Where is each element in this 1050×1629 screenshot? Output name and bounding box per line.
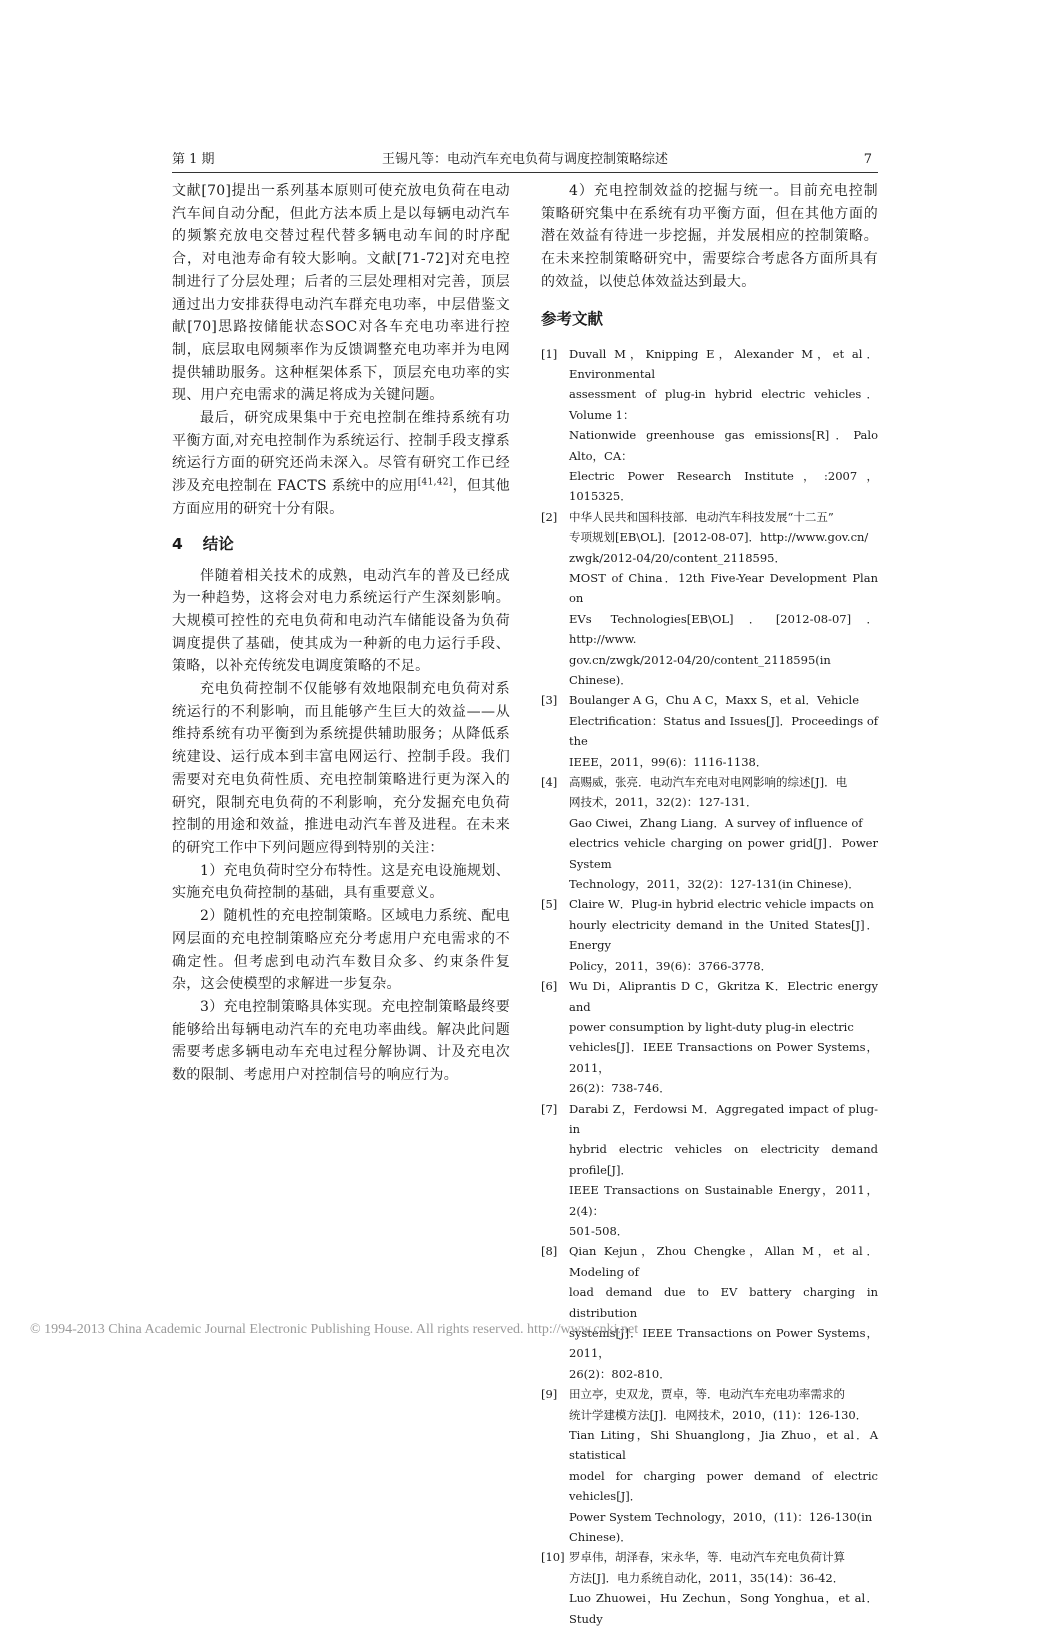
reference-line: EVs Technologies[EB\OL]．[2012-08-07]．http://www. — [569, 611, 878, 647]
reference-line: 26(2)：802-810． — [569, 1366, 671, 1381]
running-title: 王锡凡等：电动汽车充电负荷与调度控制策略综述 — [381, 152, 668, 167]
reference-line: 26(2)：738-746． — [569, 1081, 671, 1096]
reference-item — [541, 344, 878, 507]
reference-number: [3] — [541, 693, 558, 708]
reference-line: Qian Kejun，Zhou Chengke，Allan M，et al．Modeling of — [569, 1244, 878, 1279]
reference-line: vehicles[J]．IEEE Transactions on Power Systems，2011， — [569, 1040, 878, 1075]
reference-item — [541, 1099, 878, 1242]
reference-number: [4] — [541, 775, 558, 790]
section-number: 4 — [172, 534, 183, 553]
paragraph: 3）充电控制策略具体实现。充电控制策略最终要能够给出每辆电动汽车的充电功率曲线。解决此问题需要考虑多辆电动车充电过程分解协调、计及充电次数的限制、考虑用户对控制信号的响应行为。 — [172, 998, 510, 1084]
reference-number: [10] — [541, 1550, 565, 1565]
reference-line: 统计学建模方法[J]．电网技术，2010，(11)：126-130． — [569, 1407, 868, 1422]
reference-number: [6] — [541, 979, 558, 994]
reference-line: Electrification：Status and Issues[J]．Proceedings of the — [569, 713, 878, 749]
paragraph: 1）充电负荷时空分布特性。这是充电设施规划、实施充电负荷控制的基础，具有重要意义。 — [172, 862, 510, 902]
reference-item — [541, 976, 878, 1098]
reference-item — [541, 772, 878, 894]
references-heading: 参考文献 — [541, 309, 604, 328]
reference-item — [541, 894, 878, 976]
paragraph: 充电负荷控制不仅能够有效地限制充电负荷对系统运行的不利影响，而且能够产生巨大的效益——从维持系统有功平衡到为系统提供辅助服务；从降低系统建设、运行成本到丰富电网运行、控制手段。我们需要对充电负荷性质、充电控制策略进行更为深入的研究，限制充电负荷的不利影响，充分发掘充电负荷控制的用途和效益，推进电动汽车普及进程。在未来的研究工作中下列问题应得到特别的关注： — [172, 681, 510, 856]
reference-line: IEEE，2011，99(6)：1116-1138． — [569, 754, 768, 769]
reference-line: Technology，2011，32(2)：127-131(in Chinese)． — [569, 877, 860, 892]
reference-line: assessment of plug-in hybrid electric vehicles．Volume 1： — [569, 387, 878, 422]
citation: [41,42] — [417, 477, 453, 488]
copyright-footer: © 1994-2013 China Academic Journal Electronic Publishing House. All rights reserved. http://www.cnki.net — [30, 1322, 639, 1337]
reference-line: Gao Ciwei，Zhang Liang．A survey of influence of — [569, 815, 863, 830]
reference-line: electrics vehicle charging on power grid[J]．Power System — [569, 836, 878, 871]
reference-line: zwgk/2012-04/20/content_2118595． — [569, 550, 786, 565]
right-column — [541, 180, 878, 1629]
reference-line: IEEE Transactions on Sustainable Energy，2011，2(4)： — [569, 1183, 878, 1218]
reference-line: 方法[J]．电力系统自动化，2011，35(14)：36-42． — [569, 1570, 845, 1585]
reference-line: Power System Technology，2010，(11)：126-130(in — [569, 1509, 873, 1524]
reference-line: Tian Liting，Shi Shuanglong，Jia Zhuo，et al．A statistical — [569, 1428, 878, 1463]
issue-label: 第 1 期 — [172, 152, 215, 167]
reference-line: Boulanger A G，Chu A C，Maxx S，et al．Vehicle — [569, 693, 860, 708]
running-header — [172, 150, 878, 173]
reference-line: 网技术，2011，32(2)：127-131． — [569, 795, 758, 810]
reference-line: Nationwide greenhouse gas emissions[R]．Palo Alto，CA： — [569, 428, 878, 463]
paragraph: 文献[70]提出一系列基本原则可使充放电负荷在电动汽车间自动分配，但此方法本质上是以每辆电动汽车的频繁充放电交替过程代替多辆电动车间的时序配合，对电池寿命有较大影响。文献[71-72]对充电控制进行了分层处理；后者的三层处理相对完善，顶层通过出力安排获得电动汽车群充电功率，中层借鉴文献[70]思路按储能状态SOC对各车充电功率进行控制，底层取电网频率作为反馈调整充电功率并为电网提供辅助服务。这种框架体系下，顶层充电功率的实现、用户充电需求的满足将成为关键问题。 — [172, 183, 510, 404]
section-title: 结论 — [202, 534, 234, 553]
reference-line: 501-508． — [569, 1223, 629, 1238]
reference-item — [541, 1241, 878, 1384]
reference-item — [541, 1384, 878, 1547]
reference-line: systems[J]．IEEE Transactions on Power Systems，2011， — [569, 1326, 878, 1361]
page-number: 7 — [863, 152, 872, 167]
reference-line: model for charging power demand of electric vehicles[J]． — [569, 1468, 878, 1504]
reference-line: 高赐威，张亮．电动汽车充电对电网影响的综述[J]．电 — [569, 775, 848, 790]
reference-line: Electric Power Research Institute，:2007，1015325． — [569, 468, 878, 504]
reference-line: 罗卓伟，胡泽春，宋永华，等．电动汽车充电负荷计算 — [569, 1550, 845, 1565]
reference-line: Darabi Z，Ferdowsi M．Aggregated impact of plug-in — [569, 1101, 878, 1136]
paragraph: 最后，研究成果集中于充电控制在维持系统有功平衡方面,对充电控制作为系统运行、控制手段支撑系统运行方面的研究还尚未深入。尽管有研究工作已经涉及充电控制在 FACTS 系统中的应用[41,42]，但其他方面应用的研究十分有限。 — [172, 410, 510, 517]
reference-number: [7] — [541, 1101, 558, 1116]
reference-number: [1] — [541, 346, 558, 361]
reference-line: Policy，2011，39(6)：3766-3778． — [569, 958, 773, 973]
reference-item — [541, 690, 878, 772]
reference-line: Chinese)． — [569, 1530, 632, 1545]
reference-line: gov.cn/zwgk/2012-04/20/content_2118595(in Chinese)． — [569, 652, 831, 688]
reference-line: 中华人民共和国科技部．电动汽车科技发展“十二五” — [569, 509, 834, 524]
reference-line: Duvall M，Knipping E，Alexander M，et al．Environmental — [569, 346, 878, 381]
paragraph: 4）充电控制效益的挖掘与统一。目前充电控制策略研究集中在系统有功平衡方面，但在其他方面的潜在效益有待进一步挖掘，并发展相应的控制策略。在未来控制策略研究中，需要综合考虑各方面所具有的效益，以使总体效益达到最大。 — [541, 183, 878, 290]
reference-item — [541, 507, 878, 691]
reference-number: [2] — [541, 509, 558, 524]
reference-line: 专项规划[EB\OL]．[2012-08-07]．http://www.gov.cn/ — [569, 530, 869, 545]
reference-line: power consumption by light-duty plug-in electric — [569, 1019, 854, 1034]
reference-item — [541, 1547, 878, 1629]
reference-line: Luo Zhuowei，Hu Zechun，Song Yonghua，et al．Study — [569, 1591, 878, 1626]
reference-line: Claire W．Plug-in hybrid electric vehicle impacts on — [569, 897, 874, 912]
reference-line: hybrid electric vehicles on electricity demand profile[J]． — [569, 1142, 878, 1177]
reference-number: [8] — [541, 1244, 558, 1259]
paragraph: 2）随机性的充电控制策略。区域电力系统、配电网层面的充电控制策略应充分考虑用户充电需求的不确定性。但考虑到电动汽车数目众多、约束条件复杂，这会使模型的求解进一步复杂。 — [172, 908, 510, 993]
paragraph: 伴随着相关技术的成熟，电动汽车的普及已经成为一种趋势，这将会对电力系统运行产生深刻影响。大规模可控性的充电负荷和电动汽车储能设备为负荷调度提供了基础，使其成为一种新的电力运行手段、策略，以补充传统发电调度策略的不足。 — [172, 567, 510, 675]
reference-line: load demand due to EV battery charging in distribution — [569, 1285, 878, 1320]
reference-line: MOST of China．12th Five-Year Development Plan on — [569, 570, 878, 606]
left-column — [172, 180, 510, 1087]
reference-number: [9] — [541, 1387, 558, 1402]
reference-line: Wu Di，Aliprantis D C，Gkritza K．Electric energy and — [569, 979, 878, 1014]
reference-line: hourly electricity demand in the United States[J]．Energy — [569, 917, 878, 953]
reference-line: 田立亭，史双龙，贾卓，等．电动汽车充电功率需求的 — [569, 1387, 845, 1402]
reference-list — [541, 344, 878, 1629]
section-heading — [172, 533, 510, 555]
reference-number: [5] — [541, 897, 558, 912]
